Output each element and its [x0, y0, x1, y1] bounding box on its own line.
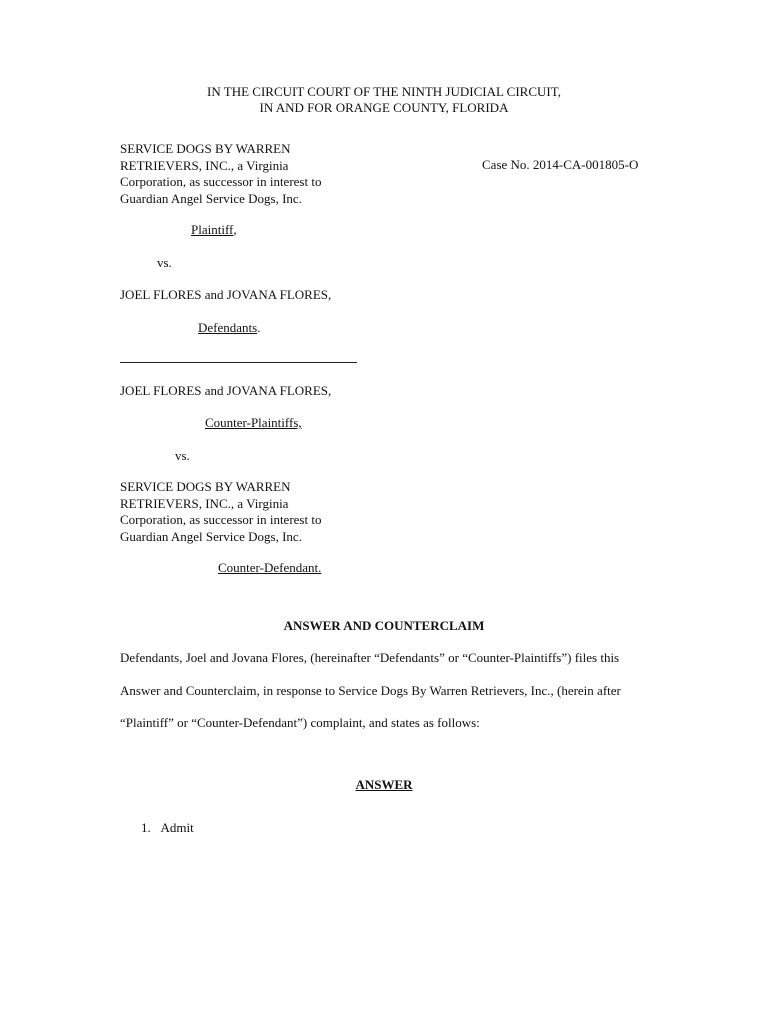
party-line: Guardian Angel Service Dogs, Inc.: [120, 190, 302, 206]
versus-2: vs.: [175, 448, 190, 463]
document-title: ANSWER AND COUNTERCLAIM: [283, 618, 485, 633]
list-item-text: Admit: [160, 820, 194, 835]
caption-divider: [120, 362, 357, 363]
defendants-label-text: Defendants: [198, 320, 258, 335]
defendants-label-suffix: .: [257, 320, 261, 335]
counter-plaintiffs-label: Counter-Plaintiffs,: [205, 415, 302, 430]
case-number: Case No. 2014-CA-001805-O: [482, 157, 639, 172]
court-name-line-1: IN THE CIRCUIT COURT OF THE NINTH JUDICIAL CIRCUIT,: [207, 84, 561, 99]
party-line: Corporation, as successor in interest to: [120, 174, 322, 189]
defendants-name: JOEL FLORES and JOVANA FLORES,: [120, 287, 332, 302]
party-line: Guardian Angel Service Dogs, Inc.: [120, 528, 302, 544]
intro-paragraph-line-2: Answer and Counterclaim, in response to Service Dogs By Warren Retrievers, Inc., (herein after: [120, 683, 621, 698]
court-name-line-2: IN AND FOR ORANGE COUNTY, FLORIDA: [259, 100, 509, 115]
party-line: Corporation, as successor in interest to: [120, 512, 322, 527]
versus-1: vs.: [157, 255, 172, 270]
answer-heading: ANSWER: [355, 777, 413, 792]
party-line: RETRIEVERS, INC., a Virginia: [120, 157, 289, 173]
plaintiff-party-block: [120, 141, 321, 207]
list-item-number: 1.: [141, 820, 151, 835]
party-line: SERVICE DOGS BY WARREN: [120, 479, 291, 494]
defendants-label: [198, 320, 260, 336]
counter-plaintiffs-name: JOEL FLORES and JOVANA FLORES,: [120, 383, 332, 398]
intro-paragraph-line-3: “Plaintiff” or “Counter-Defendant”) complaint, and states as follows:: [120, 715, 480, 730]
party-line: SERVICE DOGS BY WARREN: [120, 141, 291, 156]
party-line: RETRIEVERS, INC., a Virginia: [120, 495, 289, 511]
counter-defendant-party-block: [120, 479, 321, 545]
intro-paragraph-line-1: Defendants, Joel and Jovana Flores, (hereinafter “Defendants” or “Counter-Plaintiffs”) files this: [120, 650, 620, 665]
counter-defendant-label: Counter-Defendant.: [218, 560, 322, 575]
plaintiff-label-suffix: ,: [233, 222, 237, 237]
plaintiff-label-text: Plaintiff: [191, 222, 234, 237]
plaintiff-label: [191, 222, 237, 238]
list-item: [141, 820, 194, 836]
